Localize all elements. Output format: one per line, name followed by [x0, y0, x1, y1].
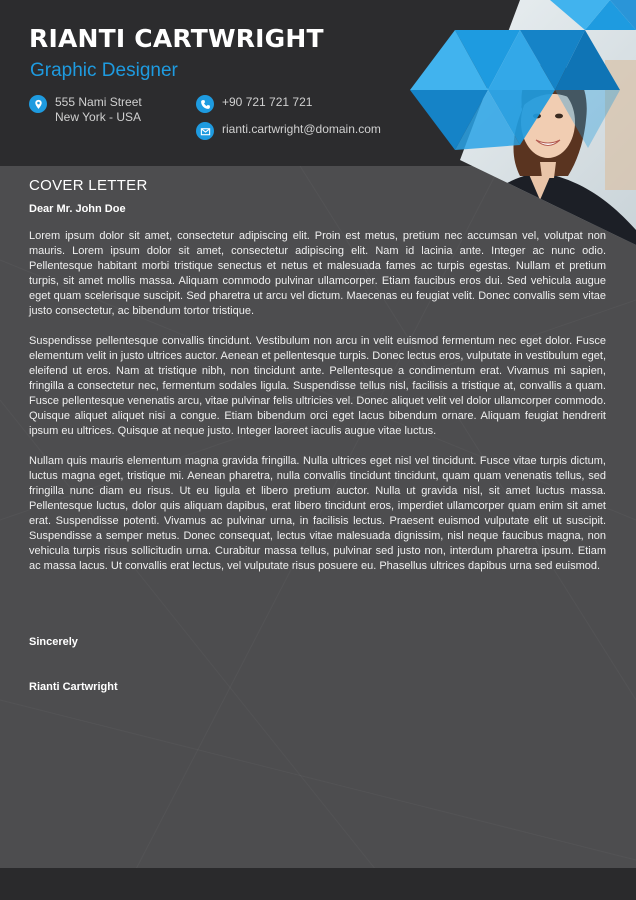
letter-title: COVER LETTER — [29, 177, 148, 194]
address-line-1: 555 Nami Street — [55, 95, 142, 109]
address-line-2: New York - USA — [55, 110, 142, 124]
phone-icon — [196, 95, 214, 113]
email-block — [196, 122, 381, 140]
footer-band — [0, 868, 636, 900]
phone-number: +90 721 721 721 — [222, 95, 313, 109]
phone-block — [196, 95, 312, 113]
signature-name: Rianti Cartwright — [29, 681, 118, 693]
location-pin-icon — [29, 95, 47, 113]
envelope-icon — [196, 122, 214, 140]
paragraph-3: Nullam quis mauris elementum magna gravida fringilla. Nulla ultrices eget nisl vel tincidunt. Fusce vitae turpis dictum, luctus magna eget, tristique mi. Aenean pharetra, nulla convallis tincidunt tincidunt, quam quam venenatis tellus, sed fringilla nunc diam eu risus. Ut eu ligula et libero pretium auctor. Nulla ut gravida nisl, sit amet luctus massa. Pellentesque luctus, dolor quis aliquam dapibus, erat libero tincidunt eros, imperdiet ullamcorper quam enim sit amet erat. Suspendisse potenti. Vivamus ac pulvinar urna, in facilisis lectus. Praesent euismod vulputate elit ut suscipit. Suspendisse a semper metus. Donec consequat, lectus vitae malesuada dignissim, nisl neque faucibus magna, non vehicula turpis risus sollicitudin urna. Curabitur massa tellus, pulvinar sed justo non, interdum pharetra ipsum. Etiam ac massa lacus. Ut convallis erat lectus, vel vulputate risus posuere eu. Phasellus ultrices dapibus urna sed euismod. — [29, 455, 606, 572]
closing: Sincerely — [29, 636, 78, 648]
email-address: rianti.cartwright@domain.com — [222, 122, 381, 136]
letter-content — [29, 176, 606, 574]
person-name: RIANTI CARTWRIGHT — [29, 24, 324, 53]
paragraph-1: Lorem ipsum dolor sit amet, consectetur adipiscing elit. Proin est metus, pretium nec accumsan vel, volutpat non mauris. Lorem ipsum dolor sit amet, consectetur adipiscing elit. Nam id lacinia ante. Integer ac nunc odio. Pellentesque habitant morbi tristique senectus et netus et malesuada fames ac turpis egestas. Nullam et pretium turpis, sit amet mollis massa. Aliquam commodo pulvinar ullamcorper. Etiam faucibus eros dui. Sed vehicula augue eget quam scelerisque suscipit. Sed pharetra ut arcu vel dictum. Maecenas eu feugiat velit. Donec convallis sem vitae justo consectetur, ac bibendum tortor tristique. — [29, 230, 606, 317]
address-block — [29, 95, 142, 125]
job-title: Graphic Designer — [30, 60, 178, 81]
paragraph-2: Suspendisse pellentesque convallis tincidunt. Vestibulum non arcu in velit euismod fermentum nec eget dolor. Fusce elementum velit in justo ultrices auctor. Aenean et pellentesque turpis. Donec lectus eros, vulputate in vestibulum eget, eleifend ut eros. Nam at tristique nibh, non tincidunt ante. Pellentesque a condimentum erat. Vivamus mi sapien, fringilla a consectetur nec, fermentum sodales ligula. Suspendisse tellus nisl, facilisis a tristique at, convallis a quam. Fusce pellentesque venenatis arcu, vitae pulvinar felis ultricies vel. Donec aliquet velit vel dolor ullamcorper commodo. Quisque aliquet aliquet nisi a congue. Etiam bibendum orci eget lacus bibendum ornare. Aliquam feugiat hendrerit ipsum eu ultrices. Quisque at neque justo. Integer laoreet iaculis augue vitae luctus. — [29, 335, 606, 437]
greeting: Dear Mr. John Doe — [29, 203, 126, 215]
